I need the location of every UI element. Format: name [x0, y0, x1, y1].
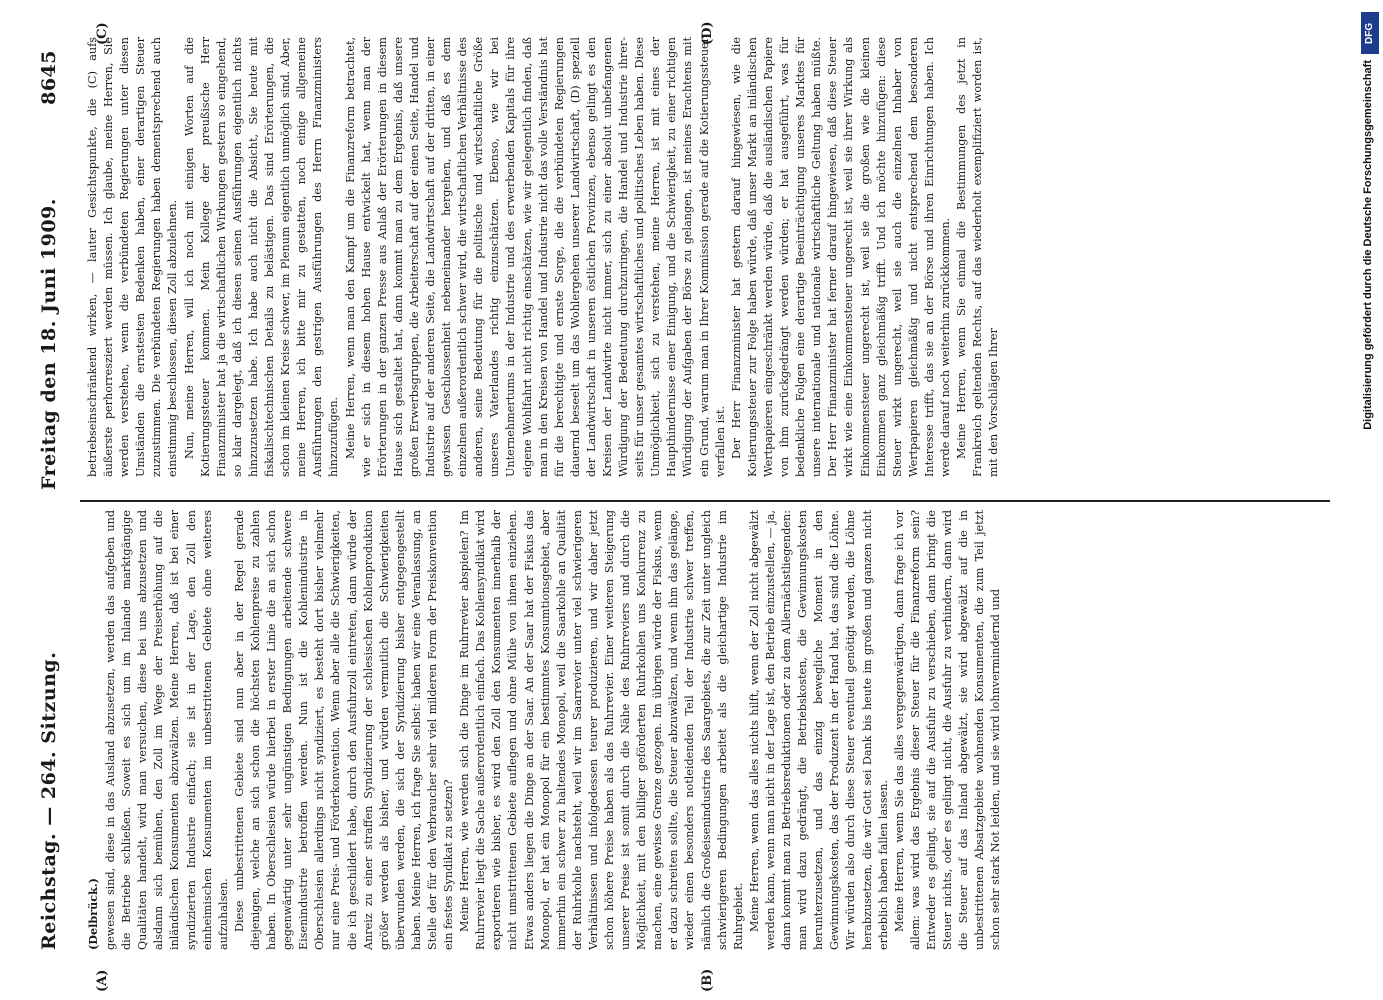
- page-number: 8645: [38, 50, 60, 105]
- margin-marker-b: (B): [700, 968, 715, 992]
- paragraph: Meine Herren, wenn Sie einmal die Bestimmungen des jetzt in Frankreich geltenden Rechts, auf das wiederholt exemplifiziert worden ist, mit den Vorschlägen Ihrer: [955, 37, 1001, 477]
- speaker-label: (Delbrück.): [86, 878, 100, 950]
- column-divider: [80, 500, 1330, 502]
- paragraph: Meine Herren, wie werden sich die Dinge im Ruhrrevier abspielen? Im Ruhrrevier liegt die Sache außerordentlich einfach. Das Kohlensyndikat wird exportieren wie bisher, es wird den Zoll den Konsumenten innerhalb der nicht umstrittenen Gebiete auflegen und ohne Mühe von ihnen einziehen. Etwas anders liegen die Dinge an der Saar. An der Saar hat der Fiskus das Monopol, er hat ein Monopol für ein bestimmtes Konsumtionsgebiet, aber immerhin ein schwer zu haltendes Monopol, weil die Saarkohle an Qualität der Ruhrkohle nachsteht, weil wir im Saarrevier unter viel schwierigeren Verhältnissen und infolgedessen teurer produzieren, und wir daher jetzt schon höhere Preise haben als das Ruhrrevier. Einer weiteren Steigerung unserer Preise ist somit durch die Nähe des Ruhrreviers und durch die Möglichkeit, mit den billiger geförderten Ruhrkohlen uns Konkurrenz zu machen, eine gewisse Grenze gezogen. Im übrigen würde der Fiskus, wenn er dazu schreiten sollte, die Steuer abzuwälzen, und wenn ihm das gelänge, wieder einen besonders notleidenden Teil der Industrie schwer treffen, nämlich die Großeisenindustrie des Saargebiets, die zur Zeit unter ungleich schwierigeren Bedingungen arbeitet als die gleichartige Industrie im Ruhrgebiet.: [458, 510, 745, 950]
- margin-marker-d: (D): [700, 21, 715, 45]
- margin-marker-c: (C): [95, 22, 110, 45]
- margin-marker-a: (A): [95, 969, 110, 992]
- paragraph: Meine Herren, wenn man den Kampf um die Finanzreform betrachtet, wie er sich in diesem hohen Hause entwickelt hat, wenn man der Erörterungen in der ganzen Presse aus Anlaß der Erörterungen in diesem Hause sich gestaltet hat, dann kommt man zu dem Ergebnis, daß unsere großen Erwerbsgruppen, die Arbeiterschaft auf der einen Seite, Handel und Industrie auf der anderen Seite, die Landwirtschaft auf der dritten, in einer gewissen Geschlossenheit nebeneinander hergehen, und daß es dem einzelnen außerordentlich schwer wird, die wirtschaftlichen Verhältnisse des anderen, seine Bedeutung für die politische und wirtschaftliche Größe unseres Vaterlandes richtig einzuschätzen. Ebenso, wie wir bei Unternehmertums in der Industrie und des erwerbenden Kapitals für ihre eigene Wohlfahrt nicht richtig einschätzen, wie wir gelegentlich finden, daß man in den Kreisen von Handel und Industrie nicht das volle Verständnis hat für die berechtigte und ernste Sorge, die die verbündeten Regierungen dauernd beseelt um das Wohlergehen unserer Landwirtschaft, (D) speziell der Landwirtschaft in unseren östlichen Provinzen, ebenso gelingt es den Kreisen der Landwirte nicht immer, sich zu einer absolut unbefangenen Würdigung der Bedeutung durchzuringen, die Handel und Industrie ihrerseits für unser gesamtes wirtschaftliches und politisches Leben haben. Diese Unmöglichkeit, sich zu verstehen, meine Herren, ist mit eines der Haupthindernisse einer Einigung, und die Schwierigkeit, zu einer richtigen Würdigung der Aufgaben der Börse zu gelangen, ist meines Erachtens mit ein Grund, warum man in Ihrer Kommission gerade auf die Kotierungssteuer verfallen ist.: [343, 37, 727, 477]
- dfg-credit-strip: [1360, 8, 1380, 998]
- paragraph: betriebseinschränkend wirken, — lauter Gesichtspunkte, die (C) aufs äußerste perhorresziert werden müssen. Ich glaube, meine Herren, Sie werden verstehen, wenn die verbündeten Regierungen unter diesen Umständen die ernstesten Bedenken haben, einer derartigen Steuer zuzustimmen. Die verbündeten Regierungen haben dementsprechend auch einstimmig beschlossen, diesen Zoll abzulehnen.: [86, 37, 180, 477]
- paragraph: Nun, meine Herren, will ich noch mit einigen Worten auf die Kotierungssteuer kommen. Mein Kollege der preußische Herr Finanzminister hat ja die wirtschaftlichen Wirkungen gestern so eingehend, so klar dargelegt, daß ich diesen seinen Ausführungen eigentlich nichts hinzuzusetzen habe. Ich habe auch nicht die Absicht, Sie heute mit fiskalischtechnischen Details zu belästigen. Das sind Erörterungen, die schon im kleinen Kreise schwer, im Plenum eigentlich unmöglich sind. Aber, meine Herren, ich bitte mir zu gestatten, noch einige allgemeine Ausführungen den gestrigen Ausführungen des Herrn Finanzministers hinzuzufügen.: [182, 37, 341, 477]
- header-left: Reichstag. — 264. Sitzung.: [38, 651, 60, 950]
- page-header: [38, 30, 68, 970]
- paragraph: Der Herr Finanzminister hat gestern darauf hingewiesen, wie die Kotierungssteuer zur Folge haben würde, daß unser Markt an inländischen Wertpapieren eingeschränkt werden würde, daß die ausländischen Papiere von ihm zurückgedrängt werden würden; er hat ausgeführt, was für bedenkliche Folgen eine derartige Beeinträchtigung unseres Marktes für unsere internationale und nationale wirtschaftliche Geltung haben müßte. Der Herr Finanzminister hat ferner darauf hingewiesen, daß diese Steuer wirkt wie eine Einkommensteuer ungerecht ist, weil sie ihrer Wirkung als Einkommensteuer ungerecht ist, weil sie die großen wie die kleinen Einkommen ganz gleichmäßig trifft. Und ich möchte hinzufügen: diese Steuer wirkt ungerecht, weil sie auch die einzelnen Inhaber von Wertpapieren gleichmäßig und nicht entsprechend dem besonderen Interesse trifft, das sie an der Börse und ihren Einrichtungen haben. Ich werde darauf noch weiterhin zurückkommen.: [729, 37, 952, 477]
- paragraph: Meine Herren, wenn das alles nichts hilft, wenn der Zoll nicht abgewälzt werden kann, wenn man nicht in der Lage ist, den Betrieb einzustellen, — ja, dann kommt man zu Betriebsreduktionen oder zu dem Allernächstliegenden: man wird dazu gedrängt, die Betriebskosten, die Gewinnungskosten herunterzusetzen, und das einzig bewegliche Moment in den Gewinnungskosten, das der Produzent in der Hand hat, das sind die Löhne. Wir würden also durch diese Steuer eventuell genötigt werden, die Löhne herabzusetzen, die wir Gott sei Dank bis heute im großen und ganzen nicht erheblich haben fallen lassen.: [747, 510, 890, 950]
- paragraph: Diese unbestrittenen Gebiete sind nun aber in der Regel gerade diejenigen, welche an sich schon die höchsten Kohlenpreise zu zahlen haben. In Oberschlesien würde hierbei in erster Linie die an sich schon gegenwärtig unter sehr ungünstigen Bedingungen arbeitende schwere Eisenindustrie betroffen werden. Nun ist die Kohlenindustrie in Oberschlesien allerdings nicht syndiziert, es besteht dort bisher vielmehr nur eine Preis- und Förderkonvention. Wenn aber alle die Schwierigkeiten, die ich geschildert habe, durch den Ausfuhrzoll eintreten, dann würde der Anreiz zu einer straffen Syndizierung der schlesischen Kohlenproduktion größer werden als bisher, und würden vermutlich die Schwierigkeiten überwunden werden, die sich der Syndizierung bisher entgegengestellt haben. Meine Herren, ich frage Sie selbst: haben wir eine Veranlassung, an Stelle der für den Verbraucher sehr viel milderen Form der Preiskonvention ein festes Syndikat zu setzen?: [232, 510, 456, 950]
- paragraph: Meine Herren, wenn Sie das alles vergegenwärtigen, dann frage ich vor allem: was wird das Ergebnis dieser Steuer für die Finanzreform sein? Entweder es gelingt, sie auf die Ausfuhr zu verschieben, dann bringt die Steuer nichts, oder es gelingt nicht, die Ausfuhr zu verhindern, dann wird die Steuer auf das Inland abgewälzt, sie wird abgewälzt auf die in unbestrittenen Absatzgebiete wohnenden Konsumenten, die zum Teil jetzt schon sehr stark Not leiden, und sie wird lohnvermindernd und: [892, 510, 1003, 950]
- dfg-logo: DFG: [1361, 12, 1379, 54]
- right-column: [85, 37, 1325, 477]
- header-date: Freitag den 18. Juni 1909.: [38, 198, 60, 490]
- digitization-credit: Digitalisierung gefördert durch die Deutsche Forschungsgemeinschaft: [1362, 60, 1374, 430]
- left-column: [85, 510, 1325, 950]
- paragraph: gewesen sind, diese in das Ausland abzusetzen, werden das aufgeben und die Betriebe schließen. Soweit es sich um im Inlande marktgängige Qualitäten handelt, wird man versuchen, diese bei uns abzusetzen und alsdann sich bemühen, den Zoll im Wege der Preiserhöhung auf die inländischen Konsumenten abzuwälzen. Meine Herren, daß ist bei einer syndizierten Industrie einfach; sie ist in der Lage, den Zoll den einheimischen Konsumenten im unbestrittenen Gebiete ohne weiteres aufzuhalsen.: [104, 510, 230, 950]
